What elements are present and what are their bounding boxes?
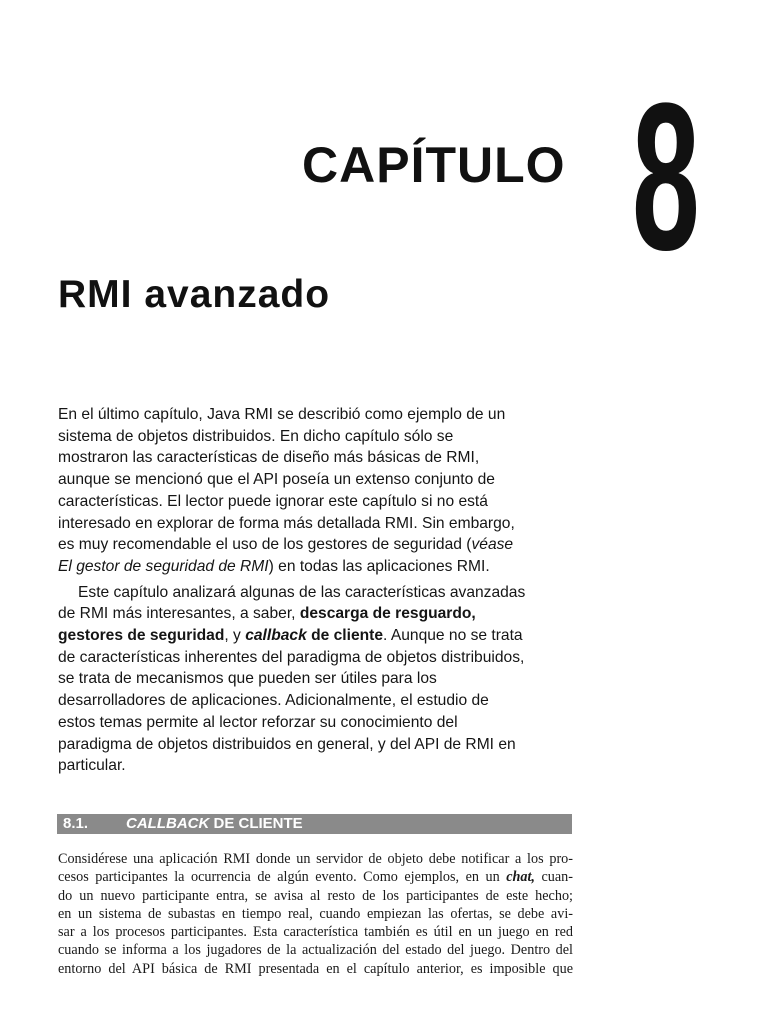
body-line bbox=[58, 868, 573, 886]
intro-text-run: . Aunque no se trata bbox=[383, 627, 523, 645]
intro-p1-line bbox=[58, 556, 578, 578]
intro-p1-line: aunque se mencionó que el API poseía un extenso conjunto de bbox=[58, 471, 495, 489]
intro-text bbox=[58, 404, 578, 777]
intro-italic-run: véase bbox=[471, 536, 514, 554]
intro-bold-run: descarga de resguardo, bbox=[299, 605, 476, 623]
intro-p2-line: estos temas permite al lector reforzar su conocimiento del bbox=[58, 713, 458, 731]
intro-p2-line: Este capítulo analizará algunas de las características avanzadas bbox=[78, 583, 526, 601]
intro-p1-line: sistema de objetos distribuidos. En dicho capítulo sólo se bbox=[58, 427, 454, 445]
intro-paragraph-1 bbox=[58, 404, 578, 578]
intro-p2-line: desarrolladores de aplicaciones. Adicionalmente, el estudio de bbox=[58, 692, 489, 710]
body-bold-italic-run: chat, bbox=[506, 869, 535, 886]
intro-p1-line: En el último capítulo, Java RMI se describió como ejemplo de un bbox=[58, 406, 506, 423]
intro-p1-line bbox=[58, 534, 578, 556]
intro-bold-run: gestores de seguridad bbox=[58, 627, 225, 645]
intro-p2-line: paradigma de objetos distribuidos en general, y del API de RMI en bbox=[58, 735, 516, 753]
intro-italic-run: El gestor de seguridad de RMI bbox=[58, 557, 269, 575]
section-title bbox=[126, 814, 303, 834]
intro-p2-line: se trata de mecanismos que pueden ser útiles para los bbox=[58, 670, 437, 688]
intro-p1-line: características. El lector puede ignorar este capítulo si no está bbox=[58, 492, 488, 510]
intro-text-run: de RMI más interesantes, a saber, bbox=[58, 605, 300, 623]
intro-bold-run: de cliente bbox=[306, 627, 384, 645]
section-title-rest: DE CLIENTE bbox=[209, 815, 303, 832]
body-text-run: cuan- bbox=[534, 869, 573, 886]
intro-p2-line bbox=[58, 603, 578, 625]
body-line: cuando se informa a los jugadores de la actualización del estado del juego. Dentro del bbox=[58, 942, 573, 959]
body-line: entorno del API básica de RMI presentada en el capítulo anterior, es imposible que bbox=[58, 960, 573, 977]
section-number: 8.1. bbox=[63, 815, 89, 832]
section-heading bbox=[57, 814, 572, 834]
intro-paragraph-2 bbox=[58, 582, 578, 777]
intro-p2-line: de características inherentes del paradigma de objetos distribuidos, bbox=[58, 648, 525, 666]
body-line: Considérese una aplicación RMI donde un servidor de objeto debe notificar a los pro- bbox=[58, 851, 573, 867]
chapter-title: RMI avanzado bbox=[58, 273, 331, 316]
intro-p1-line: mostraron las características de diseño más básicas de RMI, bbox=[58, 449, 480, 467]
body-line: sar a los procesos participantes. Esta característica también es útil en un juego en red bbox=[58, 924, 573, 941]
intro-bold-italic-run: callback bbox=[245, 627, 307, 645]
body-line: do un nuevo participante entra, se avisa al resto de los participantes de este hecho; bbox=[58, 887, 573, 904]
section-title-italic: CALLBACK bbox=[126, 815, 210, 832]
intro-p2-line: particular. bbox=[58, 757, 126, 775]
intro-text-run: ) en todas las aplicaciones RMI. bbox=[268, 557, 490, 575]
intro-text-run: , y bbox=[224, 627, 246, 645]
body-text-run: cesos participantes la ocurrencia de algún evento. Como ejemplos, en un bbox=[58, 869, 507, 886]
chapter-number: 8 bbox=[632, 59, 700, 294]
intro-text-run: es muy recomendable el uso de los gestores de seguridad ( bbox=[58, 536, 472, 554]
intro-p2-line bbox=[58, 625, 578, 647]
section-body bbox=[58, 850, 573, 978]
body-line: en un sistema de subastas en tiempo real, cuando empiezan las ofertas, se debe avi- bbox=[58, 905, 573, 922]
intro-p1-line: interesado en explorar de forma más detallada RMI. Sin embargo, bbox=[58, 514, 515, 532]
chapter-word: CAPÍTULO bbox=[302, 137, 566, 193]
